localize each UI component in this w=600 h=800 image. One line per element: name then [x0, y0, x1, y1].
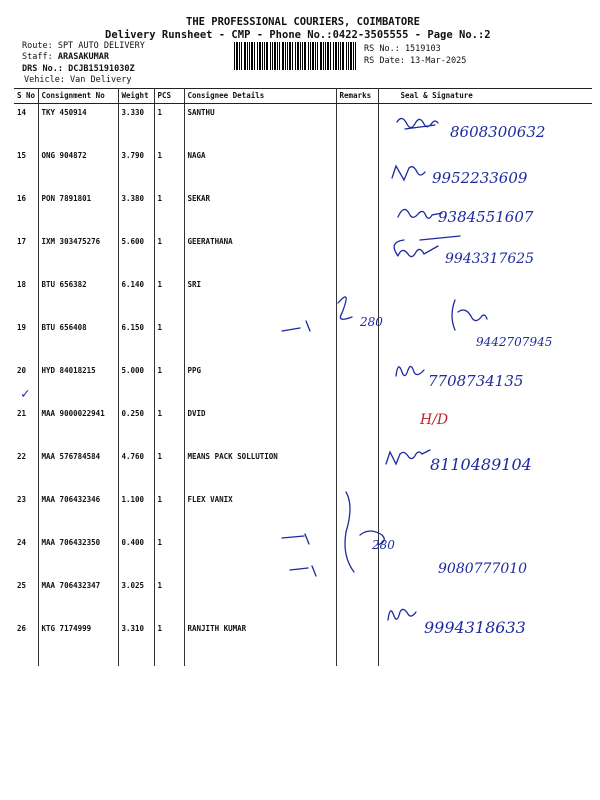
barcode-bar — [289, 42, 291, 70]
weight-cell: 3.380 — [118, 190, 154, 233]
phone-16: 9384551607 — [438, 208, 534, 226]
barcode-bar — [340, 42, 341, 70]
phone-23: 8110489104 — [430, 455, 532, 474]
col-header-consignment: Consignment No — [38, 89, 118, 104]
table-row — [14, 147, 592, 190]
signature-cell — [378, 405, 592, 448]
consignee-cell: RANJITH KUMAR — [184, 620, 336, 666]
consignee-cell: DVID — [184, 405, 336, 448]
sno-cell: 26 — [14, 620, 38, 666]
weight-cell: 5.000 — [118, 362, 154, 405]
consignment-cell: HYD 84018215 — [38, 362, 118, 405]
barcode-bar — [264, 42, 265, 70]
barcode-bar — [295, 42, 296, 70]
barcode-image — [232, 42, 358, 70]
barcode-bar — [241, 42, 242, 70]
runsheet-table — [14, 88, 592, 666]
weight-cell: 6.150 — [118, 319, 154, 362]
signature-cell — [378, 362, 592, 405]
barcode-bar — [300, 42, 301, 70]
table-row — [14, 233, 592, 276]
table-row — [14, 577, 592, 620]
pcs-cell: 1 — [154, 405, 184, 448]
table-row — [14, 491, 592, 534]
barcode-bar — [262, 42, 263, 70]
barcode-bar — [244, 42, 246, 70]
consignee-cell: MEANS PACK SOLLUTION — [184, 448, 336, 491]
barcode-bar — [251, 42, 253, 70]
consignee-cell: FLEX VANIX — [184, 491, 336, 534]
phone-15: 9952233609 — [432, 169, 528, 187]
col-header-pcs: PCS — [154, 89, 184, 104]
phone-26: 9994318633 — [424, 618, 526, 637]
table-row — [14, 448, 592, 491]
barcode-bar — [236, 42, 238, 70]
company-title: THE PROFESSIONAL COURIERS, COIMBATORE — [186, 16, 420, 28]
consignee-cell: SEKAR — [184, 190, 336, 233]
barcode-bar — [304, 42, 306, 70]
pcs-cell: 1 — [154, 534, 184, 577]
pcs-cell: 1 — [154, 233, 184, 276]
signature-cell — [378, 190, 592, 233]
phone-14: 8608300632 — [450, 123, 546, 141]
barcode-bar — [317, 42, 318, 70]
staff-value: ARASAKUMAR — [57, 52, 110, 62]
drs-label: DRS No.: — [22, 64, 63, 74]
table-row — [14, 319, 592, 362]
sno-cell: 25 — [14, 577, 38, 620]
consignment-cell: MAA 706432350 — [38, 534, 118, 577]
consignment-cell: BTU 656408 — [38, 319, 118, 362]
consignment-cell: ONG 904872 — [38, 147, 118, 190]
consignee-cell — [184, 534, 336, 577]
signature-cell — [378, 620, 592, 666]
barcode-bar — [353, 42, 354, 70]
barcode-bar — [239, 42, 240, 70]
weight-cell: 3.790 — [118, 147, 154, 190]
barcode-bar — [259, 42, 261, 70]
weight-cell: 3.330 — [118, 104, 154, 148]
barcode-bar — [277, 42, 278, 70]
hd-mark-21: H/D — [420, 412, 449, 428]
pcs-cell: 1 — [154, 104, 184, 148]
barcode-bar — [325, 42, 326, 70]
remarks-cell — [336, 104, 378, 148]
consignee-cell: SRI — [184, 276, 336, 319]
barcode-bar — [257, 42, 258, 70]
barcode-bar — [247, 42, 248, 70]
remarks-cell — [336, 577, 378, 620]
barcode-bar — [315, 42, 316, 70]
sno-cell: 24 — [14, 534, 38, 577]
sno-cell: 14 — [14, 104, 38, 148]
barcode-bar — [310, 42, 311, 70]
consignment-cell: MAA 706432347 — [38, 577, 118, 620]
consignment-cell: MAA 576784584 — [38, 448, 118, 491]
check-mark: ✓ — [21, 386, 30, 402]
consignment-cell: IXM 303475276 — [38, 233, 118, 276]
weight-cell: 1.100 — [118, 491, 154, 534]
signature-cell — [378, 491, 592, 534]
barcode-bar — [249, 42, 250, 70]
weight-cell: 3.025 — [118, 577, 154, 620]
col-header-weight: Weight — [118, 89, 154, 104]
signature-cell — [378, 319, 592, 362]
remarks-cell — [336, 405, 378, 448]
barcode-bar — [333, 42, 334, 70]
signature-cell — [378, 147, 592, 190]
sno-cell: 15 — [14, 147, 38, 190]
consignee-cell — [184, 319, 336, 362]
pcs-cell: 1 — [154, 362, 184, 405]
consignee-cell: SANTHU — [184, 104, 336, 148]
barcode-bar — [272, 42, 273, 70]
consignment-cell: KTG 7174999 — [38, 620, 118, 666]
route-text: Route: SPT AUTO DELIVERY — [22, 41, 145, 51]
barcode-bar — [346, 42, 347, 70]
sno-cell: 21 — [14, 405, 38, 448]
table-row — [14, 276, 592, 319]
consignment-cell: MAA 706432346 — [38, 491, 118, 534]
barcode-bar — [270, 42, 271, 70]
barcode-bar — [342, 42, 344, 70]
sno-cell: 20 — [14, 362, 38, 405]
remarks-cell — [336, 534, 378, 577]
pcs-cell: 1 — [154, 276, 184, 319]
barcode-bar — [279, 42, 280, 70]
pcs-cell: 1 — [154, 147, 184, 190]
barcode-bar — [292, 42, 293, 70]
staff-label: Staff: — [22, 52, 53, 62]
barcode-bar — [302, 42, 303, 70]
phone-20: 7708734135 — [428, 372, 524, 390]
vehicle-text: Vehicle: Van Delivery — [24, 75, 132, 85]
consignment-cell: MAA 9000022941 — [38, 405, 118, 448]
sno-cell: 23 — [14, 491, 38, 534]
weight-cell: 0.250 — [118, 405, 154, 448]
consignment-cell: BTU 656382 — [38, 276, 118, 319]
barcode-bar — [308, 42, 309, 70]
remarks-cell — [336, 362, 378, 405]
sno-cell: 18 — [14, 276, 38, 319]
rs-date: RS Date: 13-Mar-2025 — [364, 56, 467, 66]
table-row — [14, 104, 592, 148]
barcode-bar — [254, 42, 255, 70]
col-header-remarks: Remarks — [336, 89, 378, 104]
weight-cell: 0.400 — [118, 534, 154, 577]
remarks-cell — [336, 491, 378, 534]
sno-cell: 19 — [14, 319, 38, 362]
pcs-cell: 1 — [154, 190, 184, 233]
consignee-cell: PPG — [184, 362, 336, 405]
weight-cell: 5.600 — [118, 233, 154, 276]
remarks-cell — [336, 448, 378, 491]
barcode-bar — [355, 42, 356, 70]
pcs-cell: 1 — [154, 491, 184, 534]
runsheet-subtitle: Delivery Runsheet - CMP - Phone No.:0422-3505555 - Page No.:2 — [105, 29, 491, 41]
barcode-bar — [323, 42, 324, 70]
barcode-bar — [234, 42, 235, 70]
barcode-bar — [285, 42, 286, 70]
weight-cell: 3.310 — [118, 620, 154, 666]
phone-19: 9442707945 — [476, 335, 553, 349]
sno-cell: 16 — [14, 190, 38, 233]
barcode-bar — [274, 42, 276, 70]
amount-19: 280 — [360, 315, 383, 329]
barcode-bar — [312, 42, 314, 70]
pcs-cell: 1 — [154, 620, 184, 666]
table-header-row — [14, 89, 592, 104]
weight-cell: 4.760 — [118, 448, 154, 491]
table-row — [14, 620, 592, 666]
remarks-cell — [336, 190, 378, 233]
amount-24: 280 — [372, 538, 395, 552]
drs-line — [22, 64, 135, 74]
signature-cell — [378, 104, 592, 148]
table-row — [14, 405, 592, 448]
table-row — [14, 534, 592, 577]
consignment-cell: TKY 450914 — [38, 104, 118, 148]
barcode-bar — [335, 42, 337, 70]
barcode-bar — [320, 42, 322, 70]
consignee-cell: NAGA — [184, 147, 336, 190]
rs-number: RS No.: 1519103 — [364, 44, 441, 54]
barcode-bar — [348, 42, 349, 70]
barcode-bar — [327, 42, 329, 70]
signature-cell — [378, 448, 592, 491]
table-row — [14, 190, 592, 233]
barcode-bar — [266, 42, 268, 70]
col-header-sno: S No — [14, 89, 38, 104]
pcs-cell: 1 — [154, 319, 184, 362]
col-header-consignee: Consignee Details — [184, 89, 336, 104]
consignee-cell: GEERATHANA — [184, 233, 336, 276]
signature-cell — [378, 534, 592, 577]
remarks-cell — [336, 276, 378, 319]
consignment-cell: PON 7891801 — [38, 190, 118, 233]
weight-cell: 6.140 — [118, 276, 154, 319]
remarks-cell — [336, 620, 378, 666]
phone-17: 9943317625 — [445, 251, 535, 267]
barcode-bar — [338, 42, 339, 70]
remarks-cell — [336, 233, 378, 276]
consignee-cell — [184, 577, 336, 620]
staff-line — [22, 52, 109, 62]
barcode-bar — [297, 42, 299, 70]
sno-cell: 17 — [14, 233, 38, 276]
barcode-bar — [282, 42, 284, 70]
barcode-bar — [330, 42, 331, 70]
signature-cell — [378, 577, 592, 620]
drs-value: DCJB15191030Z — [68, 64, 135, 74]
sno-cell: 22 — [14, 448, 38, 491]
pcs-cell: 1 — [154, 448, 184, 491]
signature-cell — [378, 233, 592, 276]
barcode-bar — [287, 42, 288, 70]
col-header-signature: Seal & Signature — [378, 89, 592, 104]
table-row — [14, 362, 592, 405]
pcs-cell: 1 — [154, 577, 184, 620]
barcode-bar — [350, 42, 352, 70]
signature-cell — [378, 276, 592, 319]
phone-24-25: 9080777010 — [438, 561, 528, 577]
remarks-cell — [336, 147, 378, 190]
remarks-cell — [336, 319, 378, 362]
